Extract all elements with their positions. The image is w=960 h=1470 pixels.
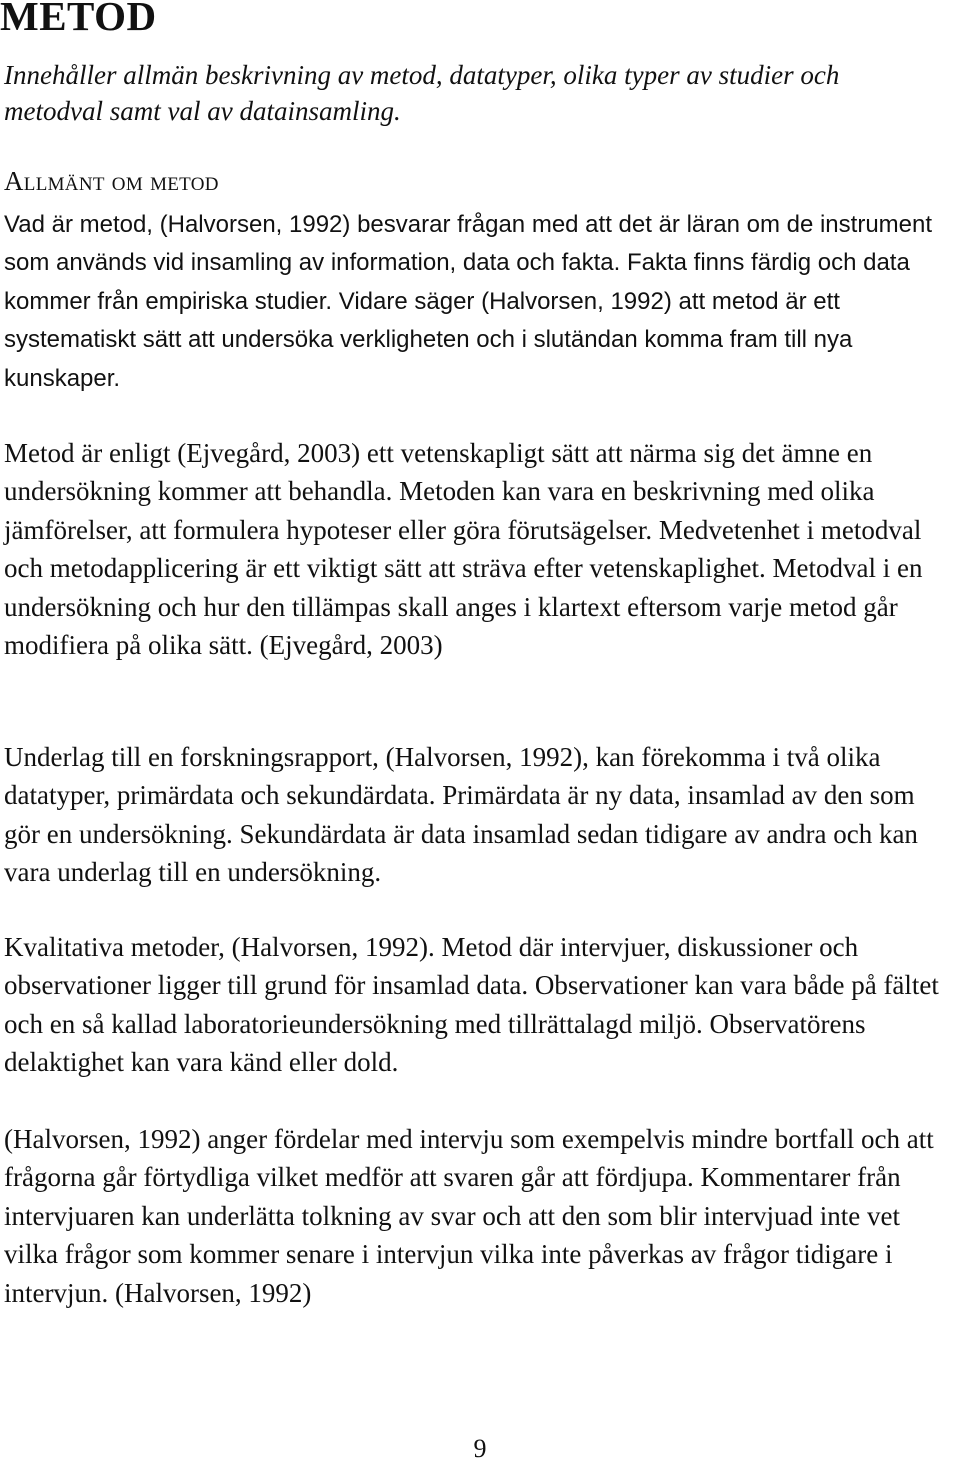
paragraph-text: Vad är metod, (Halvorsen, 1992) besvarar frågan med att det är läran om de instrument som används vid insamling av information, data och fakta. Fakta finns färdig och data kommer från empiriska studier. Vidare säger (Halvorsen, 1992) att metod är ett systematiskt sätt att undersöka verkligheten och i slutändan komma fram till nya kunskaper. (4, 211, 933, 392)
paragraph-text: Metod är enligt (Ejvegård, 2003) ett vetenskapligt sätt att närma sig det ämne en undersökning kommer att behandla. Metoden kan vara en beskrivning med olika jämförelser, att formulera hypoteser eller göra förutsägelser. Medvetenhet i metodval och metodapplicering är ett viktigt sätt att sträva efter vetenskaplighet. Metodval i en undersökning och hur den tillämpas skall anges i klartext eftersom varje metod går modifiera på olika sätt. (Ejvegård, 2003) (4, 438, 923, 661)
page-number: 9 (473, 1434, 487, 1463)
page-title: METOD (0, 0, 157, 39)
paragraph-1 (4, 206, 954, 398)
paragraph-2 (4, 434, 954, 664)
paragraph-5 (4, 1120, 954, 1312)
paragraph-text: Underlag till en forskningsrapport, (Halvorsen, 1992), kan förekomma i två olika datatyper, primärdata och sekundärdata. Primärdata är ny data, insamlad av den som gör en undersökning. Sekundärdata är data insamlad sedan tidigare av andra och kan vara underlag till en undersökning. (4, 742, 918, 888)
section-heading: Allmänt om metod (4, 166, 219, 196)
paragraph-text: Kvalitativa metoder, (Halvorsen, 1992). Metod där intervjuer, diskussioner och observationer ligger till grund för insamlad data. Observationer kan vara både på fältet och en så kallad laboratorieundersökning med tillrättalagd miljö. Observatörens delaktighet kan vara känd eller dold. (4, 932, 939, 1078)
paragraph-4 (4, 928, 954, 1082)
paragraph-3 (4, 738, 954, 892)
intro-text: Innehåller allmän beskrivning av metod, datatyper, olika typer av studier och metodval samt val av datainsamling. (4, 60, 840, 126)
paragraph-text: (Halvorsen, 1992) anger fördelar med intervju som exempelvis mindre bortfall och att frågorna går förtydliga vilket medför att svaren går att fördjupa. Kommentarer från intervjuaren kan underlätta tolkning av svar och att den som blir intervjuad inte vet vilka frågor som kommer senare i intervjun vilka inte påverkas av frågor tidigare i intervjun. (Halvorsen, 1992) (4, 1124, 934, 1308)
